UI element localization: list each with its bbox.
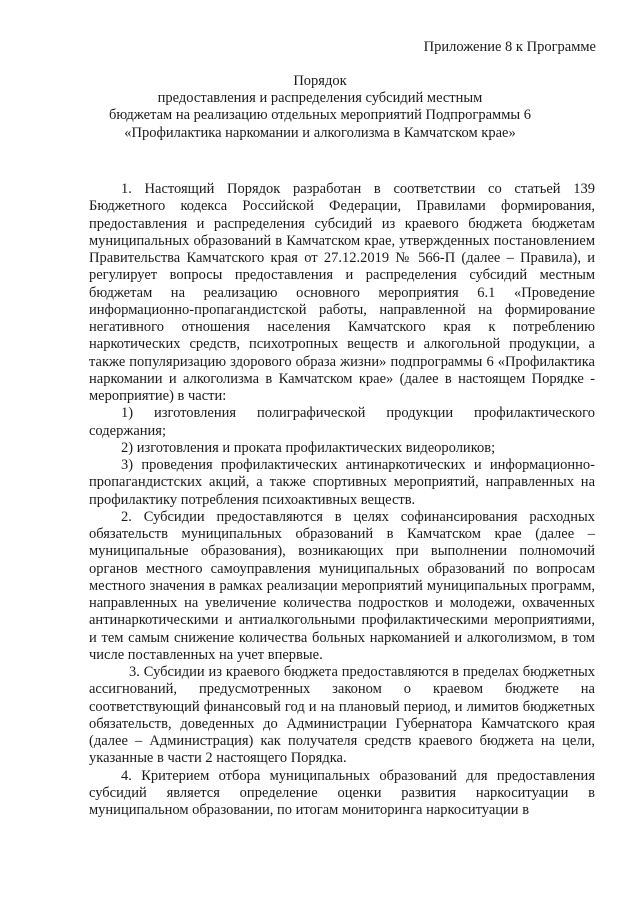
paragraph-3: 3. Субсидии из краевого бюджета предоставляются в пределах бюджетных ассигнований, предусмотренных законом о краевом бюджете на соответствующий финансовый год и на плановый период, и лимитов бюджетных обязательств, доведенных до Администрации Губернатора Камчатского края (далее – Администрация) как получателя средств краевого бюджета на цели, указанные в части 2 настоящего Порядка. — [89, 664, 595, 767]
list-item-2: 2) изготовления и проката профилактических видеороликов; — [121, 439, 496, 456]
title-line-4: «Профилактика наркомании и алкоголизма в Камчатском крае» — [124, 124, 516, 141]
paragraph-1: 1. Настоящий Порядок разработан в соответствии со статьей 139 Бюджетного кодекса Российской Федерации, Правилами формирования, предоставления и распределения субсидий из краевого бюджета бюджетам муниципальных образований в Камчатском крае, утвержденных постановлением Правительства Камчатского края от 27.12.2019 № 566-П (далее – Правила), и регулирует вопросы предоставления и распределения субсидий местным бюджетам на реализацию основного мероприятия 6.1 «Проведение информационно-пропагандистской работы, направленной на формирование негативного отношения населения Камчатского края к потреблению наркотических средств, психотропных веществ и алкогольной продукции, а также популяризацию здорового образа жизни» подпрограммы 6 «Профилактика наркомании и алкоголизма в Камчатском крае» (далее в настоящем Порядке - мероприятие) в части: — [89, 181, 595, 404]
title-line-3: бюджетам на реализацию отдельных мероприятий Подпрограммы 6 — [108, 107, 532, 124]
document-body — [89, 181, 595, 819]
document-title — [0, 73, 640, 142]
title-line-1: Порядок — [293, 73, 347, 89]
list-item-1: 1) изготовления полиграфической продукции профилактического содержания; — [89, 405, 595, 439]
list-item-3: 3) проведения профилактических антинаркотических и информационно-пропагандистских акций, а также спортивных мероприятий, направленных на профилактику потребления психоактивных веществ. — [89, 457, 595, 508]
appendix-label: Приложение 8 к Программе — [423, 39, 596, 55]
title-line-2: предоставления и распределения субсидий местным — [157, 90, 483, 107]
paragraph-2: 2. Субсидии предоставляются в целях софинансирования расходных обязательств муниципальных образований в Камчатском крае (далее – муниципальные образования), возникающих при выполнении полномочий органов местного самоуправления муниципальных образований по вопросам местного значения в рамках реализации мероприятий муниципальных программ, направленных на увеличение количества подростков и молодежи, охваченных антинаркотическими и антиалкогольными профилактическими мероприятиями, и тем самым снижение количества больных наркоманией и алкоголизмом, в том числе поставленных на учет впервые. — [89, 508, 595, 663]
paragraph-4: 4. Критерием отбора муниципальных образований для предоставления субсидий является определение оценки развития наркоситуации в муниципальном образовании, по итогам мониторинга наркоситуации в — [89, 767, 595, 818]
